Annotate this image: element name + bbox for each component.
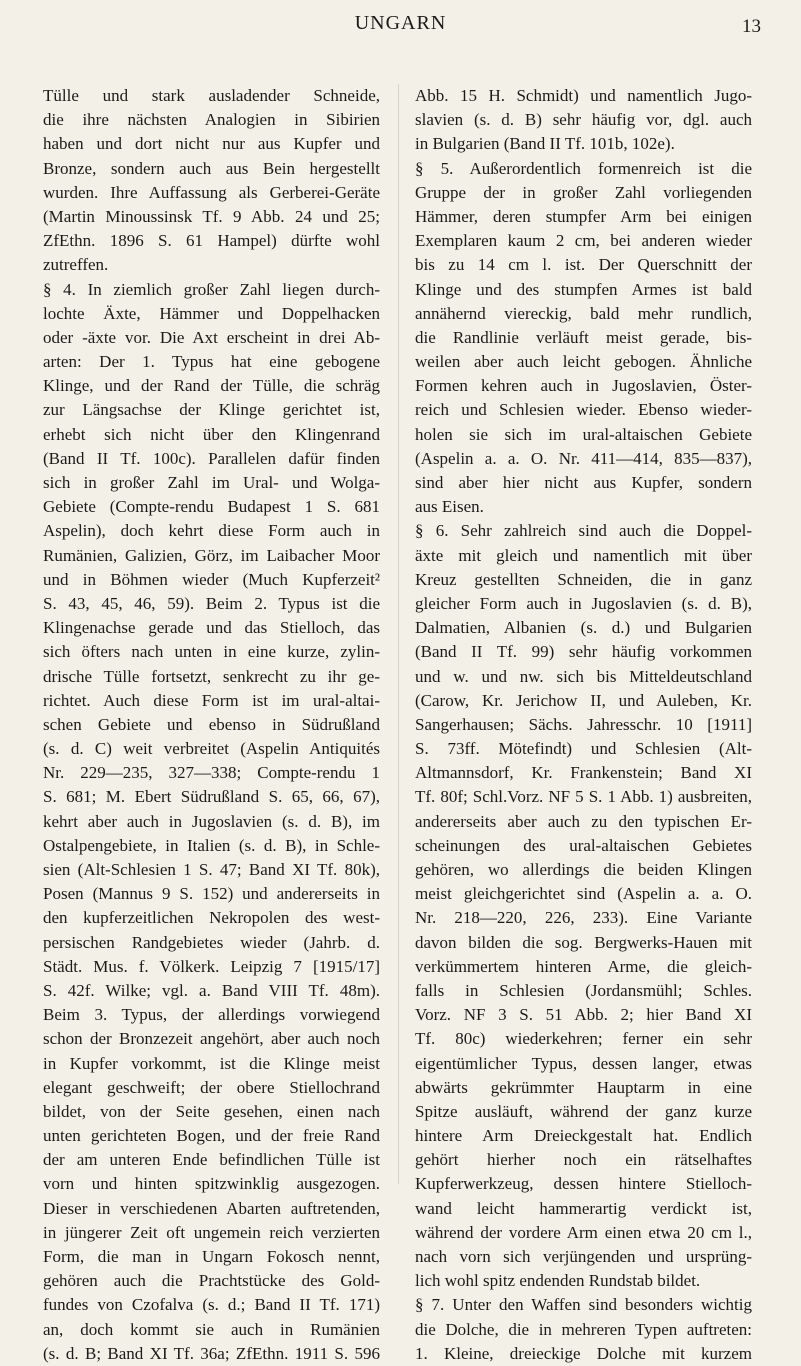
right-column-line: gehören, wo allerdings die beiden Klingen: [415, 860, 752, 879]
right-column-line: die Randlinie verläuft meist gerade, bis-: [415, 327, 752, 347]
left-column-line: an, doch kommt sie auch in Rumänien: [43, 1319, 380, 1339]
right-column-line: Klinge und des stumpfen Armes ist bald: [415, 279, 752, 299]
left-column-line: fundes von Czofalva (s. d.; Band II Tf. 171): [43, 1295, 380, 1315]
left-column-line: lochte Äxte, Hämmer und Doppelhacken: [43, 303, 380, 323]
left-column-line: (s. d. C) weit verbreitet (Aspelin Antiquités: [43, 739, 380, 759]
left-column-line: Klingenachse gerade und das Stielloch, das: [43, 618, 380, 638]
right-column-line: andererseits aber auch zu den typischen Er-: [415, 811, 752, 831]
right-column-line: eigentümlicher Typus, dessen langer, etwas: [415, 1053, 752, 1073]
right-column-line: Exemplaren kaum 2 cm, bei anderen wieder: [415, 231, 752, 251]
right-column-line: Kupferwerkzeug, dessen hintere Stielloch-: [415, 1174, 752, 1194]
column-divider: [398, 84, 399, 1184]
left-column-line: schon der Bronzezeit angehört, aber auch noch: [43, 1029, 380, 1049]
left-column-line: S. 43, 45, 46, 59). Beim 2. Typus ist die: [43, 593, 380, 613]
right-column-line: gehört hierher noch ein rätselhaftes: [415, 1150, 752, 1170]
left-column-line: in Kupfer vorkommt, ist die Klinge meist: [43, 1053, 380, 1073]
right-column-line: Abb. 15 H. Schmidt) und namentlich Jugo-: [415, 86, 752, 105]
right-column-line: Altmannsdorf, Kr. Frankenstein; Band XI: [415, 763, 752, 783]
running-title: UNGARN: [354, 12, 447, 34]
left-column-line: § 4. In ziemlich großer Zahl liegen durch-: [43, 279, 380, 299]
right-column-line: Hämmer, deren stumpfer Arm bei einigen: [415, 206, 752, 226]
right-column-line: Tf. 80f; Schl.Vorz. NF 5 S. 1 Abb. 1) ausbreiten,: [415, 787, 752, 807]
left-column-line: (Band II Tf. 100c). Parallelen dafür finden: [43, 448, 380, 468]
right-column-line: 1. Kleine, dreieckige Dolche mit kurzem: [415, 1343, 752, 1363]
right-column-line: holen sie sich im ural-altaischen Gebiete: [415, 424, 752, 444]
left-column-line: kehrt aber auch in Jugoslavien (s. d. B), im: [43, 811, 380, 831]
left-column-line: Rumänien, Galizien, Görz, im Laibacher Moor: [43, 545, 380, 565]
right-column-line: (Aspelin a. a. O. Nr. 411—414, 835—837),: [415, 448, 752, 468]
right-column-line: reich und Schlesien wieder. Ebenso wieder-: [415, 400, 752, 420]
left-column-line: Gebiete (Compte-rendu Budapest 1 S. 681: [43, 497, 380, 517]
left-column-line: unten gerichteten Bogen, und der freie Rand: [43, 1126, 380, 1146]
left-column-line: haben und dort nicht nur aus Kupfer und: [43, 134, 380, 154]
right-column-line: abwärts gekrümmter Hauptarm in eine: [415, 1077, 752, 1097]
left-column-line: sien (Alt-Schlesien 1 S. 47; Band XI Tf. 80k),: [43, 860, 380, 879]
right-column-line: aus Eisen.: [415, 497, 484, 517]
left-column-line: elegant geschweift; der obere Stiellochrand: [43, 1077, 380, 1097]
right-column-line: slavien (s. d. B) sehr häufig vor, dgl. auch: [415, 110, 752, 130]
left-column-line: richtet. Auch diese Form ist im ural-altai-: [43, 690, 380, 710]
left-column-line: sich öfters nach unten in eine kurze, zylin-: [43, 642, 380, 662]
right-column-line: (Band II Tf. 99) sehr häufig vorkommen: [415, 642, 752, 662]
right-column-line: Gruppe der in großer Zahl vorliegenden: [415, 182, 752, 202]
left-column-line: sich in großer Zahl im Ural- und Wolga-: [43, 473, 380, 492]
left-column-line: (Martin Minoussinsk Tf. 9 Abb. 24 und 25;: [43, 206, 380, 226]
right-column-line: bis zu 14 cm l. ist. Der Querschnitt der: [415, 255, 752, 275]
left-column-line: drische Tülle fortsetzt, senkrecht zu ihr ge-: [43, 666, 380, 686]
right-column-line: äxte mit gleich und namentlich mit über: [415, 545, 752, 565]
left-column: [43, 84, 380, 1366]
left-column-line: schen Gebiete und ebenso in Südrußland: [43, 714, 380, 734]
left-column-line: Beim 3. Typus, der allerdings vorwiegend: [43, 1005, 380, 1025]
left-column-line: und in Böhmen wieder (Much Kupferzeit²: [43, 569, 380, 589]
right-column: [415, 84, 752, 1366]
right-column-line: und w. und nw. sich bis Mitteldeutschland: [415, 666, 752, 686]
left-column-line: Ostalpengebiete, in Italien (s. d. B), in Schle-: [43, 835, 380, 855]
page-number: 13: [742, 16, 761, 37]
left-column-line: die ihre nächsten Analogien in Sibirien: [43, 110, 380, 130]
right-column-line: Tf. 80c) wiederkehren; ferner ein sehr: [415, 1029, 752, 1049]
left-column-line: Klinge, und der Rand der Tülle, die schräg: [43, 376, 380, 396]
right-column-line: die Dolche, die in mehreren Typen auftreten:: [415, 1319, 752, 1339]
right-column-line: gleicher Form auch in Jugoslavien (s. d. B),: [415, 593, 752, 613]
right-column-line: Dalmatien, Albanien (s. d.) und Bulgarien: [415, 618, 752, 638]
right-column-line: hintere Arm Dreieckgestalt hat. Endlich: [415, 1126, 752, 1146]
right-column-line: annähernd viereckig, bald mehr rundlich,: [415, 303, 752, 323]
left-column-line: Dieser in verschiedenen Abarten auftretenden,: [43, 1198, 380, 1218]
right-column-line: Sangerhausen; Sächs. Jahresschr. 10 [1911]: [415, 714, 752, 734]
right-column-line: in Bulgarien (Band II Tf. 101b, 102e).: [415, 134, 675, 154]
left-column-line: der am unteren Ende befindlichen Tülle ist: [43, 1150, 380, 1170]
left-column-line: gehören auch die Prachtstücke des Gold-: [43, 1271, 380, 1291]
right-column-line: meist gleichgerichtet sind (Aspelin a. a. O.: [415, 884, 752, 904]
left-column-line: den kupferzeitlichen Nekropolen des west-: [43, 908, 380, 928]
right-column-line: sind aber hier nicht aus Kupfer, sondern: [415, 473, 752, 492]
right-column-line: nach vorn sich verjüngenden und ursprüng-: [415, 1247, 752, 1266]
left-column-line: S. 42f. Wilke; vgl. a. Band VIII Tf. 48m).: [43, 980, 380, 1000]
left-column-line: Nr. 229—235, 327—338; Compte-rendu 1: [43, 763, 380, 783]
right-column-line: verkümmertem hinteren Arme, die gleich-: [415, 956, 752, 976]
left-column-line: zur Längsachse der Klinge gerichtet ist,: [43, 400, 380, 420]
left-column-line: Bronze, sondern auch aus Bein hergestellt: [43, 158, 380, 178]
left-column-line: zutreffen.: [43, 255, 109, 275]
left-column-line: in jüngerer Zeit oft ungemein reich verzierten: [43, 1222, 380, 1242]
left-column-line: Aspelin), doch kehrt diese Form auch in: [43, 521, 380, 541]
right-column-line: während der vordere Arm einen etwa 20 cm l.,: [415, 1222, 752, 1242]
right-column-line: Formen kehren auch in Jugoslavien, Öster-: [415, 376, 752, 396]
right-column-line: Vorz. NF 3 S. 51 Abb. 2; hier Band XI: [415, 1005, 752, 1025]
left-column-line: wurden. Ihre Auffassung als Gerberei-Geräte: [43, 182, 380, 202]
right-column-line: falls in Schlesien (Jordansmühl; Schles.: [415, 980, 752, 1000]
right-column-line: Nr. 218—220, 226, 233). Eine Variante: [415, 908, 752, 928]
right-column-line: davon bilden die sog. Bergwerks-Hauen mit: [415, 932, 752, 952]
right-column-line: § 5. Außerordentlich formenreich ist die: [415, 158, 752, 178]
left-column-line: Städt. Mus. f. Völkerk. Leipzig 7 [1915/17]: [43, 956, 380, 976]
left-column-line: oder -äxte vor. Die Axt erscheint in drei Ab-: [43, 327, 380, 347]
left-column-line: S. 681; M. Ebert Südrußland S. 65, 66, 67),: [43, 787, 380, 807]
right-column-line: Spitze ausläuft, während der ganz kurze: [415, 1101, 752, 1121]
page-header: [0, 8, 801, 44]
right-column-line: lich wohl spitz endenden Rundstab bildet.: [415, 1271, 701, 1291]
left-column-line: erhebt sich nicht über den Klingenrand: [43, 424, 380, 444]
left-column-line: bildet, von der Seite gesehen, einen nach: [43, 1101, 380, 1121]
left-column-line: (s. d. B; Band XI Tf. 36a; ZfEthn. 1911 S. 596: [43, 1343, 380, 1363]
right-column-line: Kreuz gestellten Schneiden, die in ganz: [415, 569, 752, 589]
left-column-line: vorn und hinten spitzwinklig ausgezogen.: [43, 1174, 380, 1194]
right-column-line: scheinungen des ural-altaischen Gebietes: [415, 835, 752, 855]
left-column-line: Tülle und stark ausladender Schneide,: [43, 86, 380, 105]
left-column-line: Form, die man in Ungarn Fokosch nennt,: [43, 1247, 380, 1266]
right-column-line: weilen aber auch leicht gebogen. Ähnliche: [415, 352, 752, 372]
left-column-line: arten: Der 1. Typus hat eine gebogene: [43, 352, 380, 372]
right-column-line: § 7. Unter den Waffen sind besonders wichtig: [415, 1295, 752, 1315]
right-column-line: (Carow, Kr. Jerichow II, und Auleben, Kr.: [415, 690, 752, 710]
right-column-line: wand leicht hammerartig verdickt ist,: [415, 1198, 752, 1218]
left-column-line: ZfEthn. 1896 S. 61 Hampel) dürfte wohl: [43, 231, 380, 251]
right-column-line: § 6. Sehr zahlreich sind auch die Doppel-: [415, 521, 752, 541]
left-column-line: Posen (Mannus 9 S. 152) und andererseits in: [43, 884, 380, 904]
right-column-line: S. 73ff. Mötefindt) und Schlesien (Alt-: [415, 739, 752, 759]
left-column-line: persischen Randgebietes wieder (Jahrb. d.: [43, 932, 380, 952]
